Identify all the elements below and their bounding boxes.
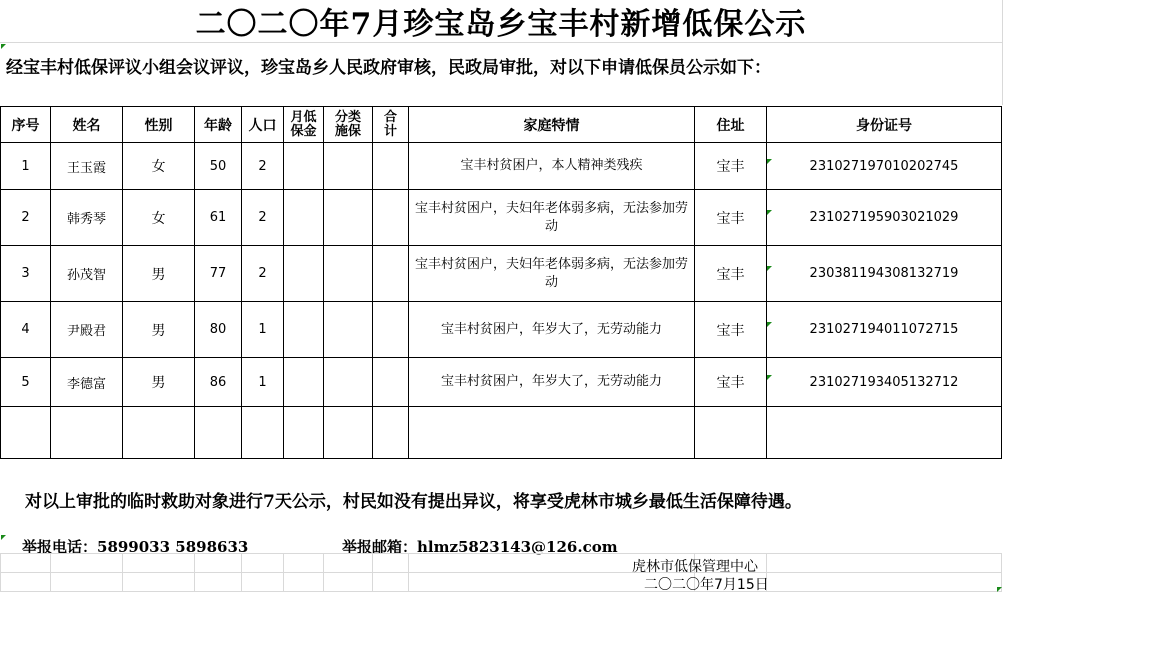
cell-gender[interactable] bbox=[123, 302, 195, 358]
grid-cell[interactable] bbox=[1, 573, 51, 592]
cell-gender-text: 男 bbox=[151, 375, 166, 391]
cell-category[interactable] bbox=[324, 143, 373, 190]
footer-date: 二〇二〇年7月15日 bbox=[644, 577, 769, 593]
cell-name-text: 王玉霞 bbox=[66, 160, 106, 176]
cell-no[interactable] bbox=[1, 358, 51, 407]
table-row bbox=[1, 190, 1002, 246]
table-row bbox=[1, 358, 1002, 407]
header-gender[interactable]: 性别 bbox=[123, 107, 195, 143]
cell-family[interactable] bbox=[409, 246, 695, 302]
cell-address[interactable] bbox=[695, 246, 767, 302]
cell-total[interactable] bbox=[373, 143, 409, 190]
recipients-table bbox=[0, 106, 1002, 459]
cell-age[interactable] bbox=[195, 143, 242, 190]
grid-cell[interactable] bbox=[51, 554, 123, 573]
cell-id-text: 230381194308132719 bbox=[809, 266, 959, 281]
cell-no[interactable] bbox=[1, 246, 51, 302]
cell-gender-text: 女 bbox=[151, 159, 166, 175]
cell-name[interactable] bbox=[51, 407, 123, 459]
cell-family[interactable] bbox=[409, 407, 695, 459]
empty-grid bbox=[0, 553, 1002, 592]
header-total-line2: 计 bbox=[383, 123, 397, 139]
cell-marker-icon bbox=[767, 266, 772, 271]
intro-row bbox=[0, 43, 1003, 105]
grid-cell[interactable] bbox=[284, 573, 324, 592]
cell-no-text: 3 bbox=[21, 266, 30, 281]
cell-marker-icon bbox=[767, 322, 772, 327]
cell-total[interactable] bbox=[373, 246, 409, 302]
cell-age-text: 61 bbox=[209, 210, 227, 225]
cell-category[interactable] bbox=[324, 190, 373, 246]
cell-people-text: 1 bbox=[258, 322, 267, 337]
header-address[interactable]: 住址 bbox=[695, 107, 767, 143]
cell-marker-icon bbox=[997, 587, 1002, 592]
cell-age-text: 77 bbox=[209, 266, 227, 281]
header-age[interactable]: 年龄 bbox=[195, 107, 242, 143]
header-total-line1: 合 bbox=[383, 109, 397, 125]
cell-family[interactable] bbox=[409, 358, 695, 407]
cell-id[interactable] bbox=[767, 246, 1002, 302]
report-phone: 举报电话：5899033 5898633 bbox=[22, 538, 249, 556]
cell-address-text: 宝丰 bbox=[716, 322, 745, 339]
cell-family-text: 宝丰村贫困户，夫妇年老体弱多病，无法参加劳动 bbox=[414, 200, 688, 234]
cell-no-text: 5 bbox=[21, 374, 30, 390]
cell-address[interactable] bbox=[695, 302, 767, 358]
cell-age-text: 80 bbox=[209, 322, 227, 337]
cell-id-text: 231027193405132712 bbox=[809, 374, 959, 390]
header-monthly[interactable] bbox=[284, 107, 324, 143]
header-monthly-line1: 月低 bbox=[290, 109, 317, 125]
cell-address[interactable] bbox=[695, 358, 767, 407]
cell-gender-text: 男 bbox=[151, 322, 166, 339]
grid-cell[interactable] bbox=[195, 554, 242, 573]
cell-id-text: 231027195903021029 bbox=[809, 210, 959, 225]
grid-cell[interactable] bbox=[767, 573, 1002, 592]
cell-people-text: 2 bbox=[258, 266, 267, 281]
cell-id[interactable] bbox=[767, 302, 1002, 358]
cell-gender[interactable] bbox=[123, 143, 195, 190]
cell-family-text: 宝丰村贫困户，夫妇年老体弱多病，无法参加劳动 bbox=[414, 256, 688, 290]
cell-gender[interactable] bbox=[123, 246, 195, 302]
table-row bbox=[1, 407, 1002, 459]
cell-total[interactable] bbox=[373, 190, 409, 246]
page-title: 二〇二〇年7月珍宝岛乡宝丰村新增低保公示 bbox=[0, 0, 1003, 43]
cell-people[interactable] bbox=[242, 407, 284, 459]
cell-address[interactable] bbox=[695, 407, 767, 459]
cell-address-text: 宝丰 bbox=[716, 210, 745, 227]
cell-gender[interactable] bbox=[123, 190, 195, 246]
grid-cell[interactable] bbox=[324, 554, 373, 573]
cell-gender-text: 男 bbox=[151, 266, 166, 283]
cell-people[interactable] bbox=[242, 190, 284, 246]
cell-people[interactable] bbox=[242, 143, 284, 190]
grid-cell[interactable] bbox=[242, 554, 284, 573]
cell-id[interactable] bbox=[767, 143, 1002, 190]
cell-family-text: 宝丰村贫困户，年岁大了，无劳动能力 bbox=[440, 321, 662, 337]
cell-monthly[interactable] bbox=[284, 407, 324, 459]
cell-age[interactable] bbox=[195, 190, 242, 246]
header-total[interactable] bbox=[373, 107, 409, 143]
cell-total[interactable] bbox=[373, 407, 409, 459]
notice-text: 对以上审批的临时救助对象进行7天公示，村民如没有提出异议，将享受虎林市城乡最低生活保障待遇。 bbox=[25, 492, 802, 512]
cell-gender[interactable] bbox=[123, 358, 195, 407]
header-category-line2: 施保 bbox=[334, 123, 361, 139]
cell-category[interactable] bbox=[324, 246, 373, 302]
footer-org: 虎林市低保管理中心 bbox=[632, 559, 758, 575]
table-row bbox=[1, 246, 1002, 302]
cell-people[interactable] bbox=[242, 246, 284, 302]
cell-family[interactable] bbox=[409, 143, 695, 190]
cell-address-text: 宝丰 bbox=[716, 159, 745, 175]
cell-category[interactable] bbox=[324, 302, 373, 358]
cell-marker-icon bbox=[1, 44, 6, 49]
cell-id-text: 231027197010202745 bbox=[809, 158, 959, 174]
cell-people-text: 1 bbox=[258, 374, 267, 390]
grid-cell[interactable] bbox=[123, 573, 195, 592]
cell-id-text: 231027194011072715 bbox=[809, 322, 959, 337]
cell-people[interactable] bbox=[242, 302, 284, 358]
cell-marker-icon bbox=[767, 375, 772, 380]
cell-age[interactable] bbox=[195, 246, 242, 302]
grid-cell[interactable] bbox=[123, 554, 195, 573]
cell-gender[interactable] bbox=[123, 407, 195, 459]
grid-cell[interactable] bbox=[373, 554, 409, 573]
cell-no[interactable] bbox=[1, 190, 51, 246]
cell-monthly[interactable] bbox=[284, 246, 324, 302]
cell-name-text: 李德富 bbox=[66, 376, 106, 392]
cell-no[interactable] bbox=[1, 407, 51, 459]
cell-category[interactable] bbox=[324, 358, 373, 407]
grid-cell[interactable] bbox=[324, 573, 373, 592]
cell-name[interactable] bbox=[51, 358, 123, 407]
cell-no-text: 4 bbox=[21, 322, 30, 337]
grid-row bbox=[1, 573, 1002, 592]
header-name[interactable]: 姓名 bbox=[51, 107, 123, 143]
cell-age[interactable] bbox=[195, 358, 242, 407]
header-category[interactable] bbox=[324, 107, 373, 143]
header-category-line1: 分类 bbox=[334, 109, 361, 125]
table-row bbox=[1, 143, 1002, 190]
cell-address[interactable] bbox=[695, 190, 767, 246]
cell-no-text: 1 bbox=[21, 158, 30, 174]
header-id[interactable]: 身份证号 bbox=[767, 107, 1002, 143]
cell-family-text: 宝丰村贫困户，本人精神类残疾 bbox=[460, 158, 643, 173]
cell-marker-icon bbox=[1, 535, 6, 540]
cell-address-text: 宝丰 bbox=[716, 375, 745, 391]
grid-cell[interactable] bbox=[51, 573, 123, 592]
cell-id[interactable] bbox=[767, 407, 1002, 459]
cell-total[interactable] bbox=[373, 302, 409, 358]
grid-row bbox=[1, 554, 1002, 573]
cell-age[interactable] bbox=[195, 302, 242, 358]
cell-name-text: 尹殿君 bbox=[66, 324, 106, 339]
cell-name[interactable] bbox=[51, 246, 123, 302]
header-people[interactable]: 人口 bbox=[242, 107, 284, 143]
grid-cell[interactable] bbox=[373, 573, 409, 592]
cell-age-text: 86 bbox=[209, 374, 227, 390]
grid-cell[interactable] bbox=[195, 573, 242, 592]
cell-marker-icon bbox=[767, 159, 772, 164]
cell-no[interactable] bbox=[1, 302, 51, 358]
cell-address-text: 宝丰 bbox=[716, 266, 745, 283]
cell-age-text: 50 bbox=[209, 158, 227, 174]
table-row bbox=[1, 302, 1002, 358]
header-no[interactable]: 序号 bbox=[1, 107, 51, 143]
cell-people-text: 2 bbox=[258, 210, 267, 225]
cell-monthly[interactable] bbox=[284, 358, 324, 407]
cell-category[interactable] bbox=[324, 407, 373, 459]
grid-cell[interactable] bbox=[767, 554, 1002, 573]
cell-address[interactable] bbox=[695, 143, 767, 190]
cell-age[interactable] bbox=[195, 407, 242, 459]
cell-people-text: 2 bbox=[258, 158, 267, 174]
intro-text: 经宝丰村低保评议小组会议评议，珍宝岛乡人民政府审核，民政局审批，对以下申请低保员公示如下： bbox=[6, 58, 771, 78]
header-row bbox=[1, 107, 1002, 143]
cell-monthly[interactable] bbox=[284, 143, 324, 190]
cell-no-text: 2 bbox=[21, 210, 30, 225]
cell-name[interactable] bbox=[51, 302, 123, 358]
cell-family-text: 宝丰村贫困户，年岁大了，无劳动能力 bbox=[440, 374, 662, 389]
grid-cell[interactable] bbox=[242, 573, 284, 592]
cell-id[interactable] bbox=[767, 358, 1002, 407]
cell-family[interactable] bbox=[409, 190, 695, 246]
cell-name[interactable] bbox=[51, 190, 123, 246]
cell-monthly[interactable] bbox=[284, 190, 324, 246]
cell-name-text: 韩秀琴 bbox=[66, 212, 106, 227]
header-monthly-line2: 保金 bbox=[290, 123, 317, 139]
cell-name-text: 孙茂智 bbox=[66, 268, 106, 283]
grid-cell[interactable] bbox=[284, 554, 324, 573]
cell-marker-icon bbox=[767, 210, 772, 215]
cell-no[interactable] bbox=[1, 143, 51, 190]
header-family[interactable]: 家庭特情 bbox=[409, 107, 695, 143]
cell-monthly[interactable] bbox=[284, 302, 324, 358]
cell-gender-text: 女 bbox=[151, 210, 166, 227]
cell-people[interactable] bbox=[242, 358, 284, 407]
cell-total[interactable] bbox=[373, 358, 409, 407]
cell-name[interactable] bbox=[51, 143, 123, 190]
report-email[interactable]: 举报邮箱：hlmz5823143@126.com bbox=[342, 538, 618, 556]
cell-family[interactable] bbox=[409, 302, 695, 358]
cell-id[interactable] bbox=[767, 190, 1002, 246]
grid-cell[interactable] bbox=[1, 554, 51, 573]
